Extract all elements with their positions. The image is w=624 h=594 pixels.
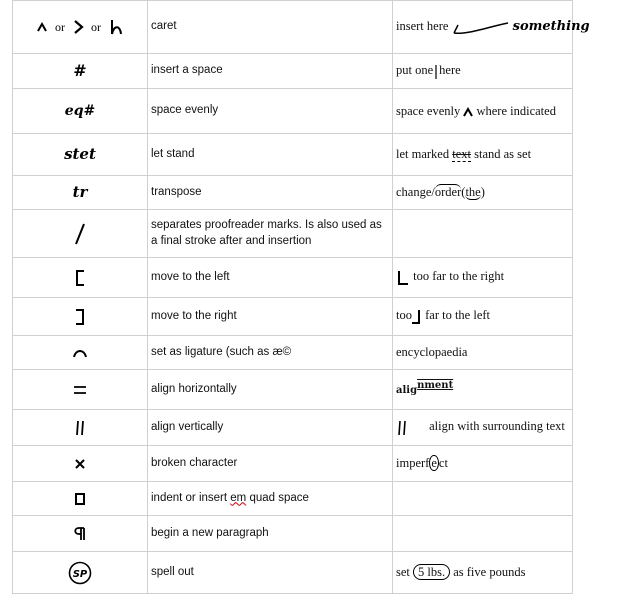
table-row — [13, 176, 573, 210]
struck-text: text — [452, 147, 471, 161]
caret-icon — [463, 107, 473, 117]
table-row — [13, 410, 573, 446]
spell-out-icon — [68, 561, 92, 585]
raised-text: nment — [417, 380, 454, 391]
move-left-mark-icon — [396, 270, 410, 286]
example-cell — [393, 1, 590, 54]
symbol-cell — [13, 298, 148, 336]
description-text: quad space — [246, 491, 309, 504]
description-cell — [148, 482, 393, 516]
description-cell: separates proofreader marks. Is also used as a final stroke after and insertion — [148, 210, 393, 258]
description-cell: broken character — [148, 446, 393, 482]
transposed-word: the — [465, 185, 481, 199]
slash-icon — [74, 223, 86, 245]
symbol-cell — [13, 89, 148, 134]
insert-mark-icon — [109, 19, 123, 35]
example-text: ct — [438, 456, 448, 470]
example-text: space — [396, 103, 424, 118]
align-horizontal-icon — [72, 384, 88, 396]
example-text: as five pounds — [453, 565, 526, 579]
example-cell — [393, 482, 573, 516]
table-row — [13, 298, 573, 336]
example-cell — [393, 410, 573, 446]
align-vertical-icon — [74, 419, 86, 437]
symbol-cell — [13, 54, 148, 89]
description-cell: caret — [148, 1, 393, 54]
description-cell: spell out — [148, 552, 393, 594]
align-vertical-mark-icon — [396, 420, 408, 436]
example-text: let marked — [396, 147, 450, 161]
circled-character: e — [431, 456, 437, 470]
table-row — [13, 54, 573, 89]
transposed-word: order — [434, 185, 462, 199]
table-row — [13, 89, 573, 134]
table-row — [13, 210, 573, 258]
example-text: set — [396, 565, 410, 579]
description-text: em — [230, 491, 247, 504]
symbol-cell — [13, 176, 148, 210]
example-cell — [393, 210, 573, 258]
move-right-icon — [74, 308, 86, 326]
description-cell: insert a space — [148, 54, 393, 89]
stet-symbol: stet — [64, 145, 96, 163]
symbol-cell — [13, 370, 148, 410]
table-row — [13, 552, 573, 594]
example-text: encyclopaedia — [396, 345, 468, 359]
example-text: too — [396, 308, 412, 323]
example-text: here — [439, 63, 461, 78]
symbol-cell — [13, 134, 148, 176]
description-cell: set as ligature (such as æ© — [148, 336, 393, 370]
move-right-mark-icon — [412, 309, 422, 325]
symbol-cell — [13, 482, 148, 516]
example-cell — [393, 552, 573, 594]
insert-arrow-icon — [452, 19, 510, 35]
symbol-cell — [13, 516, 148, 552]
description-cell: transpose — [148, 176, 393, 210]
description-cell: align horizontally — [148, 370, 393, 410]
symbol-cell — [13, 410, 148, 446]
broken-character-icon — [74, 458, 86, 470]
description-cell: space evenly — [148, 89, 393, 134]
table-row — [13, 336, 573, 370]
table-row — [13, 482, 573, 516]
example-cell — [393, 370, 573, 410]
symbol-cell — [13, 258, 148, 298]
description-cell: move to the right — [148, 298, 393, 336]
greater-than-icon — [73, 20, 83, 34]
table-row — [13, 446, 573, 482]
description-cell: move to the left — [148, 258, 393, 298]
em-quad-icon — [74, 492, 86, 506]
or-label: or — [55, 20, 65, 34]
tr-symbol: tr — [72, 183, 88, 201]
example-text: alig — [396, 385, 418, 396]
paragraph-icon — [73, 527, 87, 541]
description-cell: begin a new paragraph — [148, 516, 393, 552]
symbol-cell — [13, 552, 148, 594]
table-row — [13, 370, 573, 410]
transpose-mark-icon: ( — [461, 185, 466, 199]
transpose-mark-icon: / — [431, 185, 435, 199]
example-cell — [393, 298, 573, 336]
example-cell — [393, 134, 573, 176]
description-cell: align vertically — [148, 410, 393, 446]
symbol-cell — [13, 446, 148, 482]
handwritten-insertion: something — [512, 18, 590, 34]
example-text: evenly — [426, 103, 461, 118]
example-text: insert here — [396, 18, 449, 33]
example-text: put one — [396, 63, 434, 78]
caret-icon — [37, 22, 47, 32]
example-cell: change/order(the) — [393, 176, 573, 210]
eq-hash-symbol: eq# — [64, 103, 96, 119]
proofreading-marks-table — [12, 0, 590, 594]
example-cell — [393, 258, 573, 298]
example-cell — [393, 446, 573, 482]
example-cell — [393, 89, 573, 134]
example-cell — [393, 516, 573, 552]
spell-out-label: SP — [72, 568, 88, 580]
symbol-cell — [13, 210, 148, 258]
or-label: or — [91, 20, 101, 34]
example-text: align with surrounding text — [429, 419, 565, 434]
example-cell — [393, 336, 573, 370]
description-text: indent or insert — [151, 491, 231, 504]
symbol-cell — [13, 1, 148, 54]
table-row — [13, 134, 573, 176]
example-text: where — [476, 103, 508, 118]
table-row — [13, 516, 573, 552]
example-cell — [393, 54, 573, 89]
move-left-icon — [74, 269, 86, 287]
hash-symbol: # — [73, 61, 87, 80]
ligature-icon — [72, 348, 88, 358]
example-text: stand as set — [474, 147, 532, 161]
example-text: imperf — [396, 456, 430, 470]
example-text: change — [396, 185, 432, 199]
example-text: far to the left — [425, 308, 491, 323]
table-row — [13, 258, 573, 298]
symbol-cell — [13, 336, 148, 370]
table-row — [13, 1, 573, 54]
example-text: too far to the right — [413, 269, 505, 284]
example-text: indicated — [510, 103, 556, 118]
circled-text: 5 lbs. — [413, 564, 450, 580]
description-cell: let stand — [148, 134, 393, 176]
